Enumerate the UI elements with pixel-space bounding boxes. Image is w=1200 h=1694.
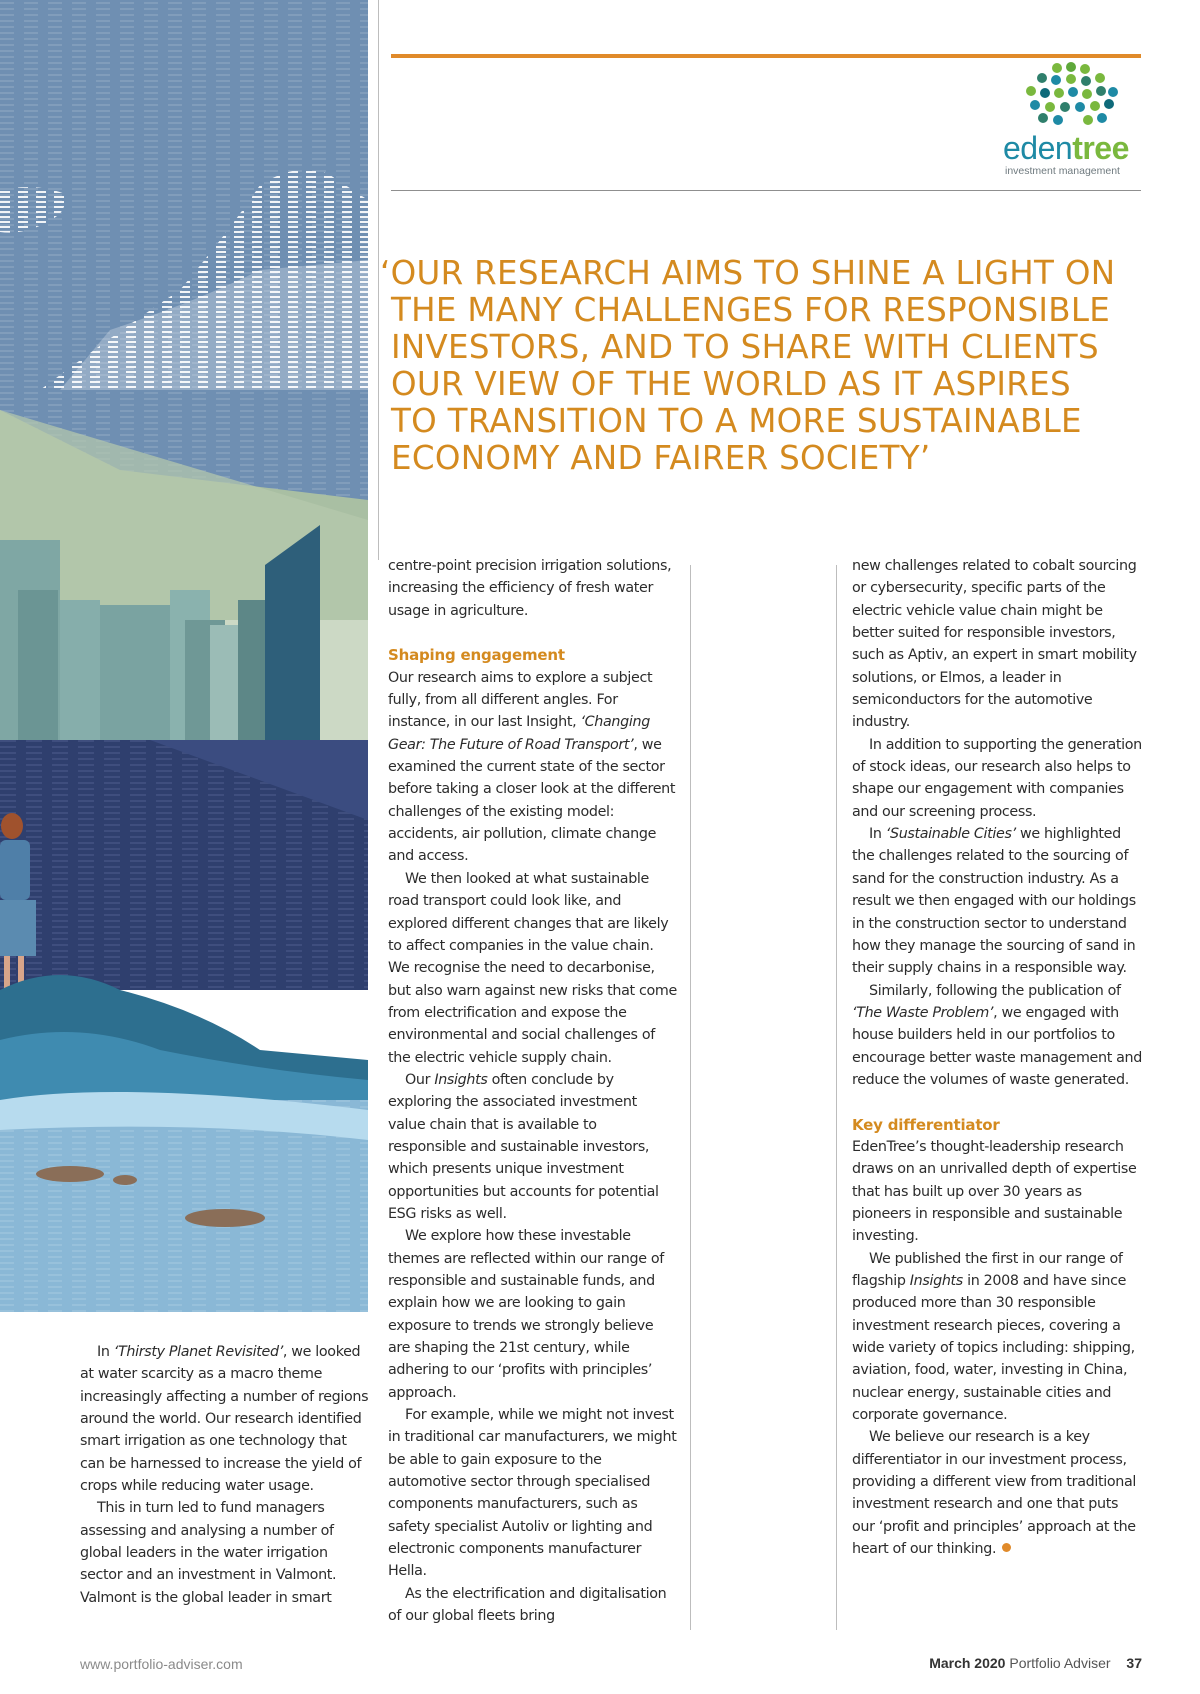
tree-logo-icon: [995, 62, 1145, 132]
top-accent-rule: [391, 54, 1141, 58]
body-paragraph: We published the first in our range of flagship Insights in 2008 and have since produced more than 30 responsible investment research pieces, covering a wide variety of topics including: shipping, aviation, food, water, investing in China, nuclear energy, sustainable cities and corporate governance.: [852, 1250, 1135, 1424]
body-paragraph: In ‘Thirsty Planet Revisited’, we looked at water scarcity as a macro theme increasingly affecting a number of regions around the world. Our research identified smart irrigation as one technology that can be harnessed to increase the yield of crops while reducing water usage.: [80, 1344, 369, 1495]
pull-quote: [380, 255, 1160, 477]
body-paragraph: We believe our research is a key differentiator in our investment process, providing a different view from traditional investment research and one that puts our ‘profit and principles’ approach at the heart of our thinking.: [852, 1429, 1136, 1558]
column-divider-rule: [836, 565, 837, 1630]
body-paragraph: new challenges related to cobalt sourcing or cybersecurity, specific parts of the electric vehicle value chain might be better suited for responsible investors, such as Aptiv, an expert in smart mobility solutions, or Elmos, a leader in semiconductors for the automotive industry.: [852, 558, 1137, 731]
page-number: 37: [1126, 1655, 1142, 1671]
header-rule: [391, 190, 1141, 191]
column-divider-rule: [690, 565, 691, 1630]
pull-quote-line: ECONOMY AND FAIRER SOCIETY’: [391, 439, 931, 477]
left-divider-rule: [378, 0, 379, 560]
body-paragraph: This in turn led to fund managers assessing and analysing a number of global leaders in the water irrigation sector and an investment in Valmont. Valmont is the global leader in smart: [80, 1500, 337, 1606]
section-heading: Key differentiator: [852, 1115, 1000, 1134]
footer-website-url: www.portfolio-adviser.com: [80, 1656, 243, 1672]
body-paragraph: Our Insights often conclude by exploring the associated investment value chain that is available to responsible and sustainable investors, which presents unique investment opportunities but accounts for potential ESG risks as well.: [388, 1071, 659, 1222]
body-paragraph: EdenTree’s thought-leadership research draws on an unrivalled depth of expertise that has built up over 30 years as pioneers in responsible and sustainable investing.: [852, 1138, 1137, 1245]
body-paragraph: In addition to supporting the generation of stock ideas, our research also helps to shape our engagement with companies and our screening process.: [852, 736, 1142, 820]
pull-quote-line: THE MANY CHALLENGES FOR RESPONSIBLE: [391, 291, 1111, 329]
body-paragraph: As the electrification and digitalisation of our global fleets bring: [388, 1585, 667, 1625]
cover-illustration: [0, 0, 368, 1312]
body-column-3: [852, 555, 1142, 1560]
pull-quote-line: TO TRANSITION TO A MORE SUSTAINABLE: [391, 402, 1082, 440]
body-paragraph: For example, while we might not invest in traditional car manufacturers, we might be able to gain exposure to the automotive sector through specialised components manufacturers, such as safety specialist Autoliv or lighting and electronic components manufacturer Hella.: [388, 1407, 677, 1580]
body-paragraph: We then looked at what sustainable road transport could look like, and explored different changes that are likely to affect companies in the value chain. We recognise the need to decarbonise, but also warn against new risks that come from electrification and expose the environmental and social challenges of the electric vehicle supply chain.: [388, 870, 677, 1066]
footer-publication: Portfolio Adviser: [1009, 1655, 1111, 1671]
body-paragraph: Our research aims to explore a subject fully, from all different angles. For instance, in our last Insight, ‘Changing Gear: The Future of Road Transport’, we examined the current state of the sector before taking a closer look at the different challenges of the existing model: accidents, air pollution, climate change and access.: [388, 669, 676, 865]
brand-wordmark: edentree: [1003, 130, 1129, 166]
footer-issue-info: [929, 1655, 1142, 1671]
section-heading: Shaping engagement: [388, 646, 565, 665]
body-paragraph: We explore how these investable themes are reflected within our range of responsible and sustainable funds, and explain how we are looking to gain exposure to trends we strongly believe are shaping the 21st century, while adhering to our ‘profits with principles’ approach.: [388, 1228, 664, 1401]
pull-quote-line: OUR VIEW OF THE WORLD AS IT ASPIRES: [391, 365, 1071, 403]
body-paragraph: In ‘Sustainable Cities’ we highlighted the challenges related to the sourcing of sand for the construction industry. As a result we then engaged with our holdings in the construction sector to understand how they manage the sourcing of sand in their supply chains in a responsible way.: [852, 826, 1136, 977]
pull-quote-line: INVESTORS, AND TO SHARE WITH CLIENTS: [391, 328, 1099, 366]
body-paragraph: Similarly, following the publication of ‘The Waste Problem’, we engaged with house builders held in our portfolios to encourage better waste management and reduce the volumes of waste generated.: [852, 982, 1142, 1088]
footer-issue-date: March 2020: [929, 1655, 1006, 1671]
pull-quote-line: ‘OUR RESEARCH AIMS TO SHINE A LIGHT ON: [380, 254, 1116, 292]
edentree-logo: [995, 62, 1145, 182]
brand-tagline: investment management: [1005, 165, 1120, 177]
body-column-2: [388, 555, 678, 1628]
body-column-1: [80, 1341, 370, 1609]
end-mark-icon: [1002, 1543, 1011, 1552]
body-paragraph: centre-point precision irrigation solutions, increasing the efficiency of fresh water usage in agriculture.: [388, 558, 672, 619]
